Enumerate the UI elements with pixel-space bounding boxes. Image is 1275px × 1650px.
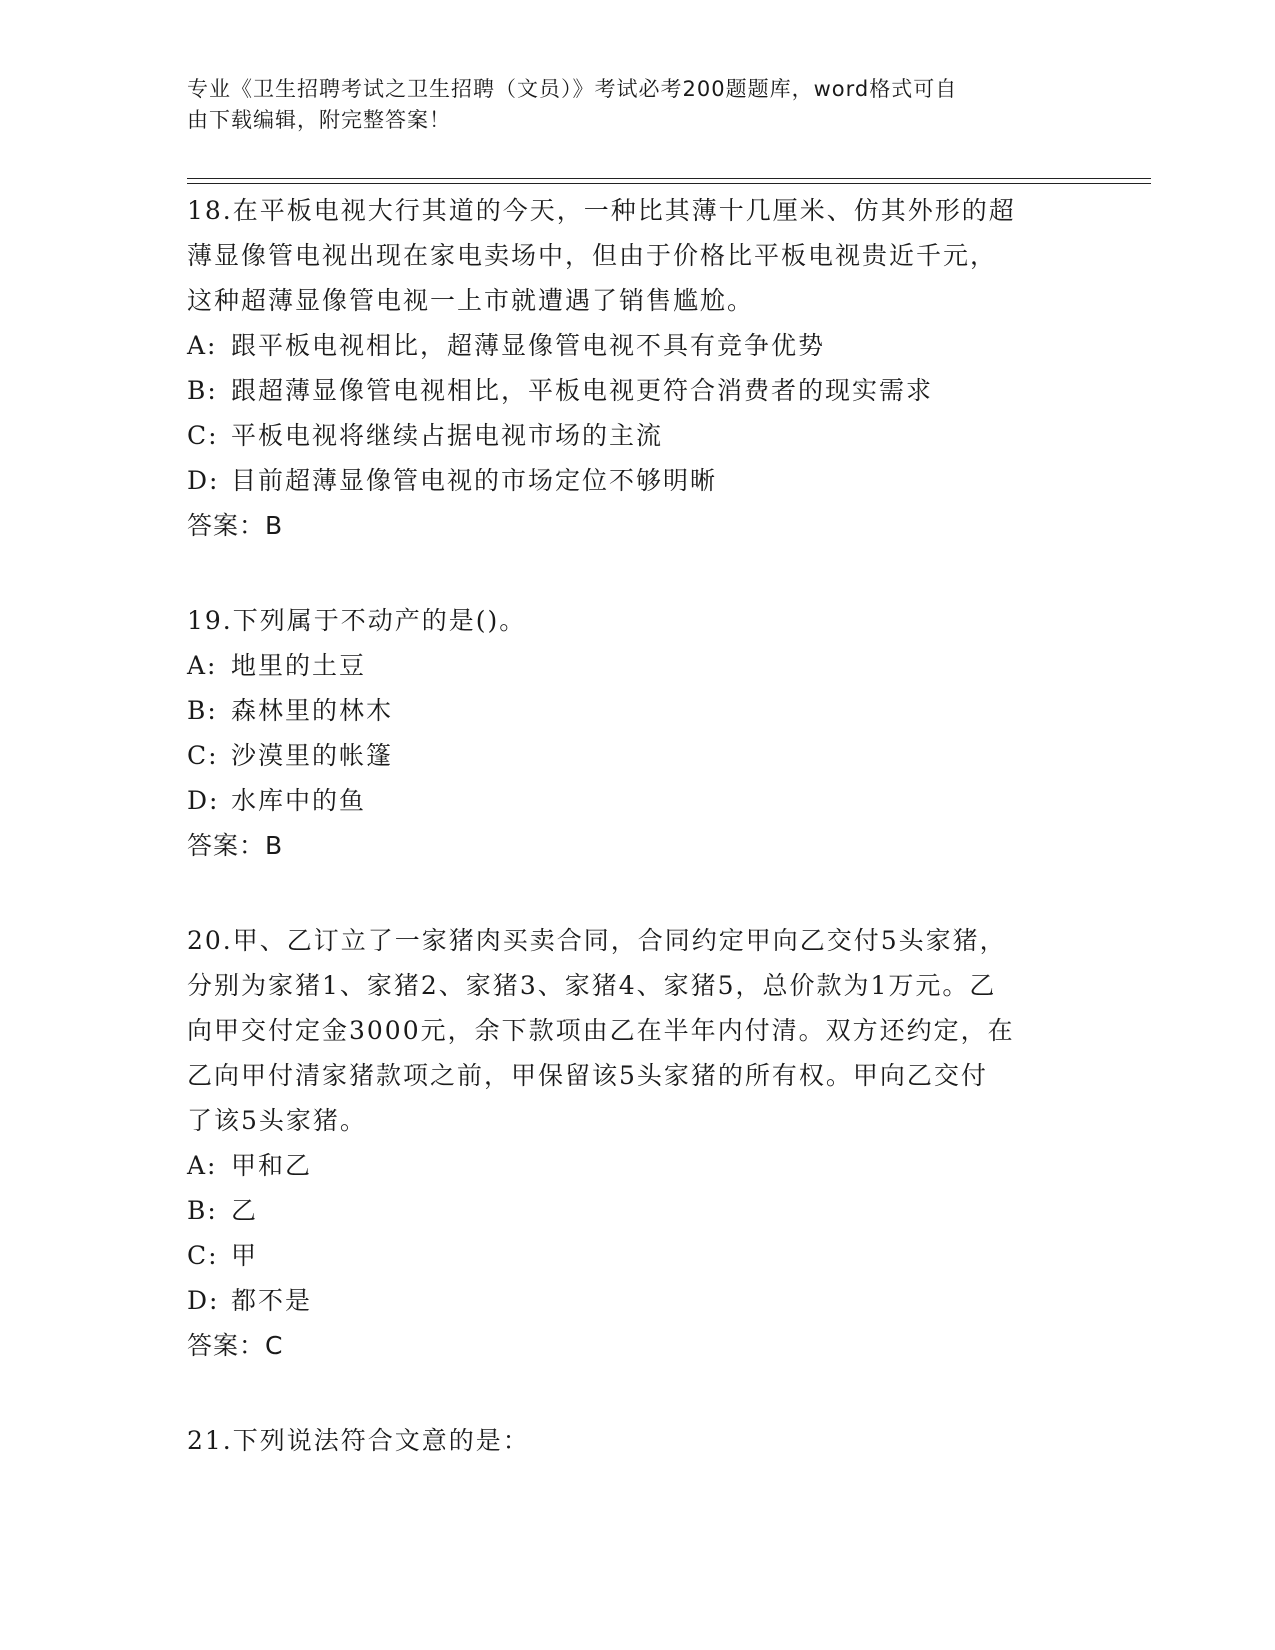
header-line-2: 由下载编辑，附完整答案！ bbox=[187, 108, 451, 132]
question-stem: 18.在平板电视大行其道的今天，一种比其薄十几厘米、仿其外形的超 薄显像管电视出现在家电卖场中，但由于价格比平板电视贵近千元， 这种超薄显像管电视一上市就遭遇了销售尴尬。 bbox=[187, 196, 1016, 315]
option-letter: B: bbox=[187, 1196, 218, 1225]
question-21 bbox=[187, 1418, 1087, 1463]
answer-line: 答案：C bbox=[187, 1331, 284, 1360]
option-text: 甲和乙 bbox=[231, 1151, 313, 1180]
answer-line: 答案：B bbox=[187, 831, 284, 860]
option-letter: A: bbox=[187, 651, 218, 680]
option-letter: A: bbox=[187, 1151, 218, 1180]
header-line-1: 专业《卫生招聘考试之卫生招聘（文员）》考试必考200题题库，word格式可自 bbox=[187, 77, 958, 101]
document-header bbox=[187, 74, 1067, 136]
option-text: 甲 bbox=[231, 1241, 259, 1270]
option-letter: C: bbox=[187, 741, 219, 770]
option-letter: B: bbox=[187, 696, 218, 725]
option-letter: B: bbox=[187, 376, 218, 405]
option-text: 森林里的林木 bbox=[231, 696, 394, 725]
option-letter: C: bbox=[187, 421, 219, 450]
option-text: 沙漠里的帐篷 bbox=[231, 741, 394, 770]
option-text: 目前超薄显像管电视的市场定位不够明晰 bbox=[231, 466, 718, 495]
answer-line: 答案：B bbox=[187, 511, 284, 540]
option-d bbox=[187, 458, 1087, 503]
question-stem: 19.下列属于不动产的是()。 bbox=[187, 606, 527, 635]
question-20 bbox=[187, 918, 1087, 1368]
option-a bbox=[187, 1143, 1087, 1188]
option-letter: D: bbox=[187, 466, 220, 495]
option-a bbox=[187, 643, 1087, 688]
option-c bbox=[187, 733, 1087, 778]
header-divider-top bbox=[187, 178, 1151, 179]
option-text: 乙 bbox=[231, 1196, 259, 1225]
option-b bbox=[187, 688, 1087, 733]
option-text: 地里的土豆 bbox=[231, 651, 367, 680]
option-letter: D: bbox=[187, 1286, 220, 1315]
option-letter: D: bbox=[187, 786, 220, 815]
option-text: 跟平板电视相比，超薄显像管电视不具有竞争优势 bbox=[231, 331, 826, 360]
question-19 bbox=[187, 598, 1087, 868]
header-divider-bottom bbox=[187, 183, 1151, 184]
option-letter: C: bbox=[187, 1241, 219, 1270]
option-text: 平板电视将继续占据电视市场的主流 bbox=[231, 421, 664, 450]
option-a bbox=[187, 323, 1087, 368]
option-c bbox=[187, 1233, 1087, 1278]
question-18 bbox=[187, 188, 1087, 548]
option-c bbox=[187, 413, 1087, 458]
option-text: 跟超薄显像管电视相比，平板电视更符合消费者的现实需求 bbox=[231, 376, 934, 405]
question-stem: 20.甲、乙订立了一家猪肉买卖合同，合同约定甲向乙交付5头家猪， 分别为家猪1、家猪2、家猪3、家猪4、家猪5，总价款为1万元。乙 向甲交付定金3000元，余下款项由乙在半年内付清。双方还约定，在 乙向甲付清家猪款项之前，甲保留该5头家猪的所有权。甲向乙交付 了该5头家猪。 bbox=[187, 926, 1015, 1135]
question-stem: 21.下列说法符合文意的是： bbox=[187, 1426, 530, 1455]
option-b bbox=[187, 368, 1087, 413]
option-b bbox=[187, 1188, 1087, 1233]
option-letter: A: bbox=[187, 331, 218, 360]
option-d bbox=[187, 778, 1087, 823]
option-text: 水库中的鱼 bbox=[231, 786, 367, 815]
option-text: 都不是 bbox=[231, 1286, 313, 1315]
option-d bbox=[187, 1278, 1087, 1323]
